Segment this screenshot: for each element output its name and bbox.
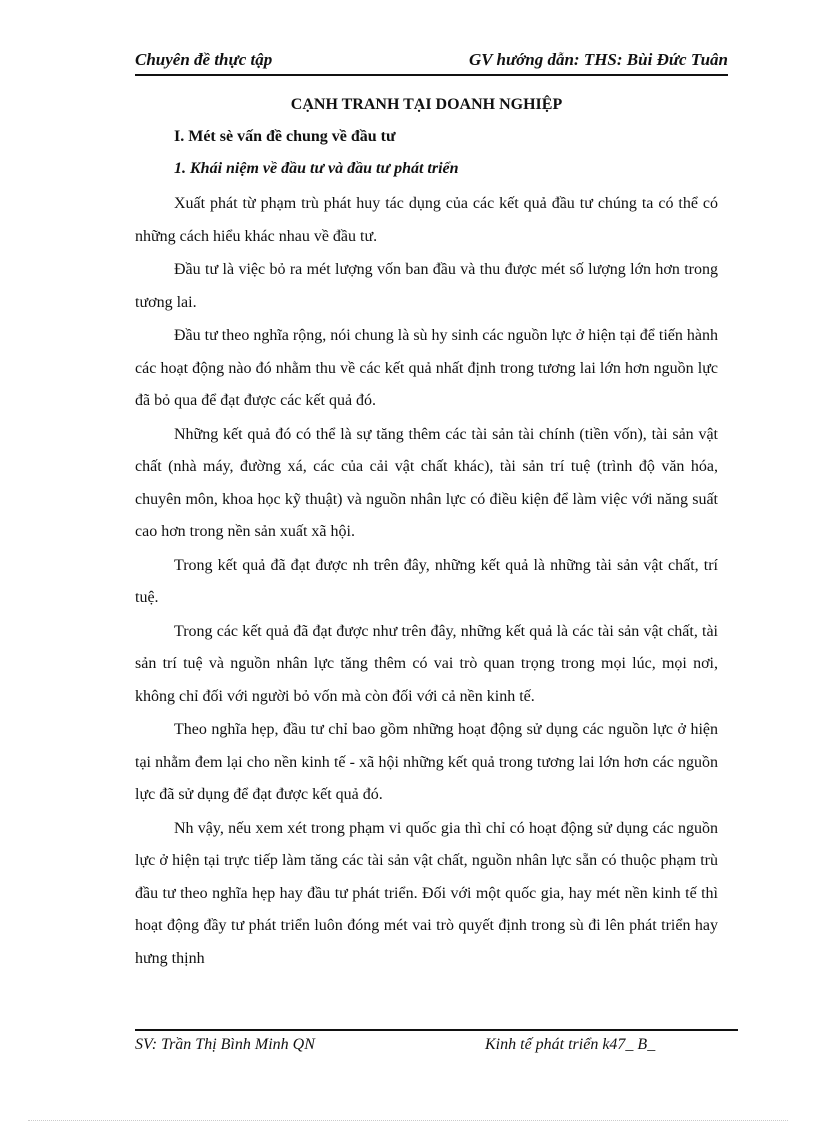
paragraph-1: Xuất phát từ phạm trù phát huy tác dụng của các kết quả đầu tư chúng ta có thể có những cách hiểu khác nhau về đầu tư. [135,195,718,245]
footer-right-text: Kinh tế phát triển k47_ B_ [485,1036,656,1053]
paragraph-2: Đầu tư là việc bỏ ra mét lượng vốn ban đầu và thu được mét số lượng lớn hơn trong tương lai. [135,261,718,311]
paragraph-5: Trong kết quả đã đạt được nh trên đây, những kết quả là những tài sản vật chất, trí tuệ. [135,556,718,606]
document-title: CẠNH TRANH TẠI DOANH NGHIỆP [290,96,563,113]
paragraph-3: Đầu tư theo nghĩa rộng, nói chung là sù hy sinh các nguồn lực ở hiện tại để tiến hành các hoạt động nào đó nhằm thu về các kết quả nhất định trong tương lai lớn hơn nguồn lực đã bỏ qua để đạt được các kết quả đó. [135,327,718,409]
paragraph-4: Những kết quả đó có thể là sự tăng thêm các tài sản tài chính (tiền vốn), tài sản vật chất (nhà máy, đường xá, các của cải vật chất khác), tài sản trí tuệ (trình độ văn hóa, chuyên môn, khoa học kỹ thuật) và nguồn nhân lực có điều kiện để làm việc với năng suất cao hơn trong nền sản xuất xã hội. [135,425,718,540]
paragraph-8: Nh vậy, nếu xem xét trong phạm vi quốc gia thì chỉ có hoạt động sử dụng các nguồn lực ở hiện tại trực tiếp làm tăng các tài sản vật chất, nguồn nhân lực sẵn có thuộc phạm trù đầu tư theo nghĩa hẹp hay đầu tư phát triển. Đối với một quốc gia, hay mét nền kinh tế thì hoạt động đầy tư phát triển luôn đóng mét vai trò quyết định trong sù đi lên phát triển hay hưng thịnh [135,819,718,967]
footer-left-text: SV: Trần Thị Bình Minh QN [135,1036,315,1053]
section-heading: I. Mét sè vấn đề chung về đầu tư [174,128,396,145]
header-left-text: Chuyên đề thực tập [135,50,273,69]
page-header [135,48,728,76]
header-right-text: GV hướng dẫn: THS: Bùi Đức Tuân [468,50,728,69]
page-bottom-dotted-line [28,1120,788,1121]
footer-divider [135,1029,738,1031]
subsection-heading: 1. Khái niệm về đầu tư và đầu tư phát triển [174,160,459,177]
paragraph-7: Theo nghĩa hẹp, đầu tư chỉ bao gồm những hoạt động sử dụng các nguồn lực ở hiện tại nhằm đem lại cho nền kinh tế - xã hội những kết quả trong tương lai lớn hơn các nguồn lực đã sử dụng để đạt được kết quả đó. [135,721,718,803]
paragraph-6: Trong các kết quả đã đạt được như trên đây, những kết quả là các tài sản vật chất, tài sản trí tuệ và nguồn nhân lực tăng thêm có vai trò quan trọng trong mọi lúc, mọi nơi, không chỉ đối với người bỏ vốn mà còn đối với cả nền kinh tế. [135,622,718,705]
document-body [135,96,718,976]
